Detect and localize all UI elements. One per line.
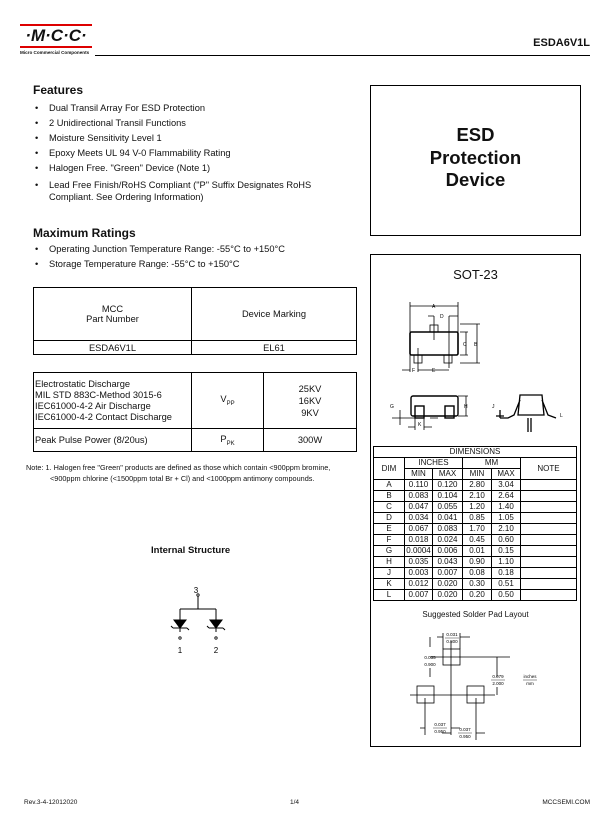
dim-label-e: E [432, 368, 436, 374]
part-number-cell: ESDA6V1L [34, 341, 192, 355]
dim-text: 0.800 [446, 639, 458, 644]
dimension-cell: G [374, 546, 405, 557]
pin-3-dot [197, 594, 199, 596]
note-cell [521, 491, 577, 502]
dimension-cell: 0.90 [463, 557, 492, 568]
dimension-cell: 0.043 [433, 557, 463, 568]
note-cell [521, 513, 577, 524]
dim-label-k: K [418, 422, 422, 428]
dimension-cell: 0.083 [405, 491, 433, 502]
dimensions-title: DIMENSIONS [374, 447, 577, 458]
features-list [33, 101, 353, 203]
dimension-cell: 0.01 [463, 546, 492, 557]
dimension-cell: 0.018 [405, 535, 433, 546]
esd-label: IEC61000-4-2 Contact Discharge [35, 411, 172, 422]
dim-text: 0.950 [459, 734, 471, 739]
dimension-row [374, 557, 577, 568]
footer-page: 1/4 [290, 799, 300, 806]
dimension-cell: 0.055 [433, 502, 463, 513]
dimension-cell: 0.45 [463, 535, 492, 546]
footer-revision: Rev.3-4-12012020 [24, 799, 78, 806]
dimension-row [374, 568, 577, 579]
note-cell [521, 546, 577, 557]
ppk-symbol: $P_{PK}$ [192, 429, 264, 452]
dim-text: 2.000 [492, 681, 504, 686]
feature-item: • Halogen Free. "Green" Device (Note 1) [33, 161, 353, 176]
min-header: MIN [463, 469, 492, 480]
dimension-cell: 0.15 [492, 546, 521, 557]
dimension-row [374, 535, 577, 546]
feature-item: • Epoxy Meets UL 94 V-0 Flammability Rating [33, 146, 353, 161]
note-cell [521, 579, 577, 590]
wire [180, 596, 216, 632]
esd-value: 25KV [298, 383, 322, 394]
solder-pad-layout [380, 625, 580, 740]
device-description-box [370, 85, 581, 236]
internal-structure-title: Internal Structure [151, 545, 231, 556]
dimension-cell: E [374, 524, 405, 535]
dimension-cell: 0.067 [405, 524, 433, 535]
dim-text: 0.031 [446, 632, 458, 637]
ppk-label: Peak Pulse Power (8/20us) [34, 429, 192, 452]
dimension-cell: 0.007 [405, 590, 433, 601]
ratings-list [33, 242, 353, 272]
dimension-cell: 0.51 [492, 579, 521, 590]
dimension-cell: D [374, 513, 405, 524]
note-cell [521, 480, 577, 491]
dim-label-f: F [412, 368, 416, 374]
dimension-row [374, 513, 577, 524]
dimension-cell: 0.041 [433, 513, 463, 524]
dimension-cell: 0.083 [433, 524, 463, 535]
diode-1-icon [171, 620, 189, 630]
note-cell [521, 590, 577, 601]
dimension-cell: 1.40 [492, 502, 521, 513]
dimension-row [374, 590, 577, 601]
dimension-cell: 0.104 [433, 491, 463, 502]
mcc-logo [20, 24, 92, 55]
dim-label-a: A [432, 304, 436, 310]
rating-item: • Storage Temperature Range: -55°C to +150°C [33, 257, 353, 272]
esd-label: IEC61000-4-2 Air Discharge [35, 400, 151, 411]
dimension-cell: H [374, 557, 405, 568]
package-drawing [370, 290, 580, 440]
dimension-row [374, 524, 577, 535]
dimension-cell: 0.20 [463, 590, 492, 601]
note-cell [521, 557, 577, 568]
feature-item: • Lead Free Finish/RoHS Compliant ("P" Suffix Designates RoHS Compliant. See Ordering Information) [33, 179, 349, 203]
dimension-cell: C [374, 502, 405, 513]
dimension-cell: 0.006 [433, 546, 463, 557]
dimension-cell: F [374, 535, 405, 546]
units-text: inches [523, 674, 537, 679]
dimension-cell: 0.003 [405, 568, 433, 579]
dim-text: 0.900 [424, 662, 436, 667]
note-cell [521, 524, 577, 535]
pin-2-label: 2 [213, 646, 219, 655]
inches-header: INCHES [405, 458, 463, 469]
dim-label-d: D [440, 314, 444, 320]
dimension-cell: 0.035 [405, 557, 433, 568]
dimension-row [374, 502, 577, 513]
dimension-row [374, 480, 577, 491]
part-number-title: ESDA6V1L [533, 37, 590, 49]
dimension-cell: 2.10 [463, 491, 492, 502]
max-ratings-heading: Maximum Ratings [33, 226, 136, 240]
dimension-row [374, 491, 577, 502]
note-cell [521, 568, 577, 579]
feature-item: • Dual Transil Array For ESD Protection [33, 101, 353, 116]
dimension-cell: 1.05 [492, 513, 521, 524]
dimension-cell: 0.18 [492, 568, 521, 579]
marking-cell: EL61 [192, 341, 357, 355]
dimension-cell: 0.020 [433, 579, 463, 590]
note-cell [521, 502, 577, 513]
dim-label-c: C [463, 342, 467, 348]
part-number-header: Part Number [86, 314, 139, 324]
pin-1-label: 1 [177, 646, 183, 655]
logo-subtitle: Micro Commercial Components [20, 50, 90, 55]
feature-item: • 2 Unidirectional Transil Functions [33, 116, 353, 131]
logo-text: ·M·C·C· [25, 26, 87, 45]
dimension-cell: A [374, 480, 405, 491]
dim-text: 0.035 [424, 655, 436, 660]
ppk-value: 300W [264, 429, 357, 452]
dimension-cell: 2.64 [492, 491, 521, 502]
dimension-cell: 0.007 [433, 568, 463, 579]
dimension-cell: 2.10 [492, 524, 521, 535]
dimension-cell: 1.20 [463, 502, 492, 513]
device-line: ESD [456, 124, 495, 145]
marking-table [33, 287, 357, 355]
dimension-cell: 3.04 [492, 480, 521, 491]
esd-label: Electrostatic Discharge [35, 378, 131, 389]
device-line: Protection [429, 146, 522, 168]
dim-label-g: G [390, 404, 394, 410]
header-rule [95, 55, 590, 56]
dimension-row [374, 579, 577, 590]
rating-item: • Operating Junction Temperature Range: -55°C to +150°C [33, 242, 353, 257]
dimension-cell: K [374, 579, 405, 590]
mm-header: MM [463, 458, 521, 469]
features-heading: Features [33, 83, 84, 97]
dim-label-l: L [560, 413, 563, 419]
vpp-symbol: $V_{PP}$ [192, 373, 264, 429]
note [26, 462, 330, 484]
dimension-cell: 1.70 [463, 524, 492, 535]
package-name: SOT-23 [453, 267, 498, 282]
dimension-cell: 0.50 [492, 590, 521, 601]
note-cell [521, 535, 577, 546]
dim-text: 0.037 [459, 727, 471, 732]
dimension-cell: 0.120 [433, 480, 463, 491]
dimension-cell: 0.08 [463, 568, 492, 579]
dimension-cell: 0.034 [405, 513, 433, 524]
dimension-cell: 2.80 [463, 480, 492, 491]
pin-3-label: 3 [193, 586, 199, 595]
min-header: MIN [405, 469, 433, 480]
dimension-cell: 0.0004 [406, 546, 431, 555]
device-line: Device [445, 169, 506, 190]
dim-text: 0.037 [434, 722, 446, 727]
diode-2-icon [207, 620, 225, 630]
dim-text: 0.950 [434, 729, 446, 734]
note-line: Note: 1. Halogen free "Green" products are defined as those which contain <900ppm bromine, [26, 463, 331, 472]
dimension-cell: 0.110 [405, 480, 433, 491]
dimension-cell: B [374, 491, 405, 502]
feature-item: • Moisture Sensitivity Level 1 [33, 131, 353, 146]
dim-label-j: J [492, 404, 495, 410]
esd-label: MIL STD 883C-Method 3015-6 [35, 389, 162, 400]
internal-structure-diagram [150, 570, 240, 660]
note-header: NOTE [521, 458, 577, 480]
dimension-cell: 1.10 [492, 557, 521, 568]
max-header: MAX [433, 469, 463, 480]
dimension-cell: 0.012 [405, 579, 433, 590]
dim-label-b: B [474, 342, 478, 348]
dimension-cell: 0.85 [463, 513, 492, 524]
esd-value: 16KV [298, 395, 322, 406]
mcc-header: MCC [101, 304, 124, 314]
note-line: <900ppm chlorine (<1500ppm total Br + Cl) and <1000ppm antimony compounds. [50, 474, 315, 483]
dimension-cell: J [374, 568, 405, 579]
pin-1-dot [179, 637, 181, 639]
footer-website[interactable]: MCCSEMI.COM [542, 799, 590, 806]
dimension-cell: 0.60 [492, 535, 521, 546]
device-marking-header: Device Marking [192, 288, 357, 341]
esd-value: 9KV [301, 407, 319, 418]
dim-text: 0.079 [492, 674, 504, 679]
max-header: MAX [492, 469, 521, 480]
dimension-cell: 0.020 [433, 590, 463, 601]
units-text: mm [526, 681, 534, 686]
dimension-cell: 0.30 [463, 579, 492, 590]
dimension-row [374, 546, 577, 557]
dim-header: DIM [374, 458, 405, 480]
dimensions-table [373, 446, 577, 601]
dimension-cell: 0.024 [433, 535, 463, 546]
ratings-table [33, 372, 357, 452]
solder-pad-title: Suggested Solder Pad Layout [422, 610, 529, 619]
dimension-cell: 0.047 [405, 502, 433, 513]
dimension-cell: L [374, 590, 405, 601]
pin-2-dot [215, 637, 217, 639]
dim-label-h: H [464, 404, 468, 410]
